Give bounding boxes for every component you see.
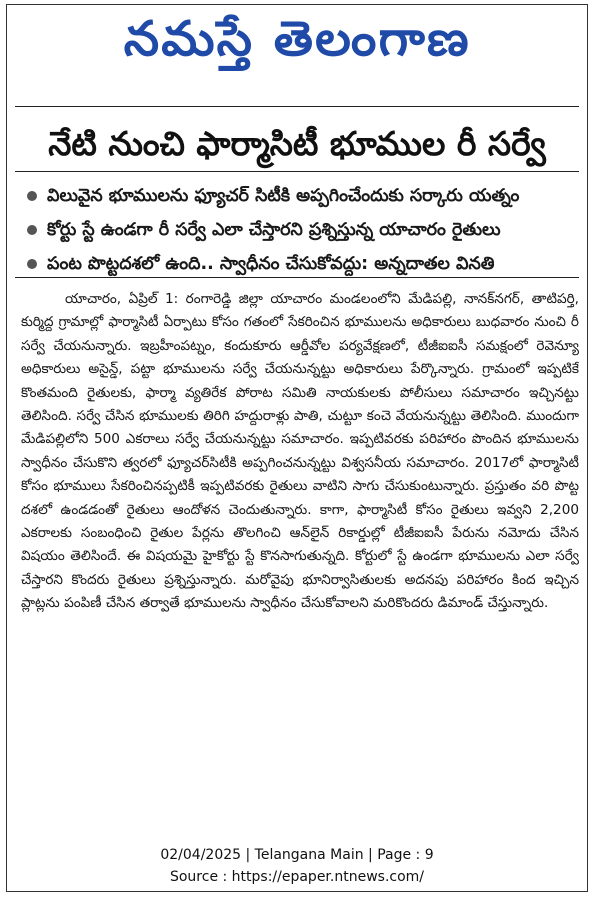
subheadline-item bbox=[25, 179, 581, 213]
bullet-icon bbox=[27, 225, 37, 235]
subheadline-text: కోర్టు స్టే ఉండగా రీ సర్వే ఎలా చేస్తారని ప్రశ్నిస్తున్న యాచారం రైతులు bbox=[47, 220, 501, 240]
subheadline-list bbox=[25, 179, 581, 281]
clipping-frame bbox=[6, 4, 588, 892]
masthead-divider bbox=[15, 106, 579, 107]
headline-divider bbox=[15, 171, 579, 172]
subheadline-divider bbox=[15, 277, 579, 278]
article-body bbox=[21, 288, 579, 616]
footer-source: Source : https://epaper.ntnews.com/ bbox=[169, 869, 425, 885]
bullet-icon bbox=[27, 259, 37, 269]
masthead-logo-text: నమస్తే తెలంగాణ bbox=[123, 11, 471, 67]
footer-dateline: 02/04/2025 | Telangana Main | Page : 9 bbox=[160, 847, 434, 863]
article-headline: నేటి నుంచి ఫార్మాసిటీ భూముల రీ సర్వే bbox=[48, 124, 546, 163]
masthead-logo bbox=[7, 7, 587, 71]
bullet-icon bbox=[27, 191, 37, 201]
subheadline-text: పంట పొట్టదశలో ఉంది.. స్వాధీనం చేసుకోవద్దు: అన్నదాతల వినతి bbox=[47, 254, 495, 274]
subheadline-item bbox=[25, 213, 581, 247]
subheadline-text: విలువైన భూములను ఫ్యూచర్ సిటీకి అప్పగించేందుకు సర్కారు యత్నం bbox=[47, 186, 520, 206]
subheadline-item bbox=[25, 247, 581, 281]
article-body-text: యాచారం, ఏప్రిల్ 1: రంగారెడ్డి జిల్లా యాచారం మండలంలోని మేడిపల్లి, నానక్‌నగర్, తాటిపర్తి, కుర్మిద్ద గ్రామాల్లో ఫార్మాసిటీ ఏర్పాటు కోసం గతంలో సేకరించిన భూములను అధికారులు బుధవారం నుంచి రీ సర్వే చేయనున్నారు. ఇబ్రహీంపట్నం, కందుకూరు ఆర్డీవోల పర్యవేక్షణలో, టీజీఐఐసీ సమక్షంలో రెవెన్యూ అధికారులు అసైన్డ్, పట్టా భూములను సర్వే చేయనున్నట్టు అధికారులు పేర్కొన్నారు. గ్రామంలో ఇప్పటికే కొంతమంది రైతులకు, ఫార్మా వ్యతిరేక పోరాట సమితి నాయకులకు పోలీసులు సమాచారం ఇచ్చినట్టు తెలిసింది. సర్వే చేసిన భూములకు తిరిగి హద్దురాళ్లు పాతి, చుట్టూ కంచె వేయనున్నట్టు తెలిసింది. ముందుగా మేడిపల్లిలోని 500 ఎకరాలు సర్వే చేయనున్నట్టు సమాచారం. ఇప్పటివరకు పరిహారం పొందిన భూములను స్వాధీనం చేసుకొని త్వరలో ఫ్యూచర్‌సిటీకి అప్పగించనున్నట్టు విశ్వసనీయ సమాచారం. 2017లో ఫార్మాసిటీ కోసం భూములు సేకరించినప్పటికీ ఇప్పటివరకు రైతులు వాటిని సాగు చేసుకుంటున్నారు. ప్రస్తుతం వరి పొట్ట దశలో ఉండడంతో రైతులు ఆందోళన చెందుతున్నారు. కాగా, ఫార్మాసిటీ కోసం రైతులు ఇవ్వని 2,200 ఎకరాలకు సంబంధించి రైతుల పేర్లను తొలగించి ఆన్‌లైన్ రికార్డుల్లో టీజీఐఐసీ పేరును నమోదు చేసిన విషయం తెలిసిందే. ఈ విషయమై హైకోర్టు స్టే కొనసాగుతున్నది. కోర్టులో స్టే ఉండగా భూములను ఎలా సర్వే చేస్తారని కొందరు రైతులు ప్రశ్నిస్తున్నారు. మరోవైపు భూనిర్వాసితులకు అదనపు పరిహారం కింద ఇచ్చిన ప్లాట్లను పంపిణీ చేసిన తర్వాతే భూములను స్వాధీనం చేసుకోవాలని మరికొందరు డిమాండ్ చేస్తున్నారు. bbox=[21, 291, 579, 612]
